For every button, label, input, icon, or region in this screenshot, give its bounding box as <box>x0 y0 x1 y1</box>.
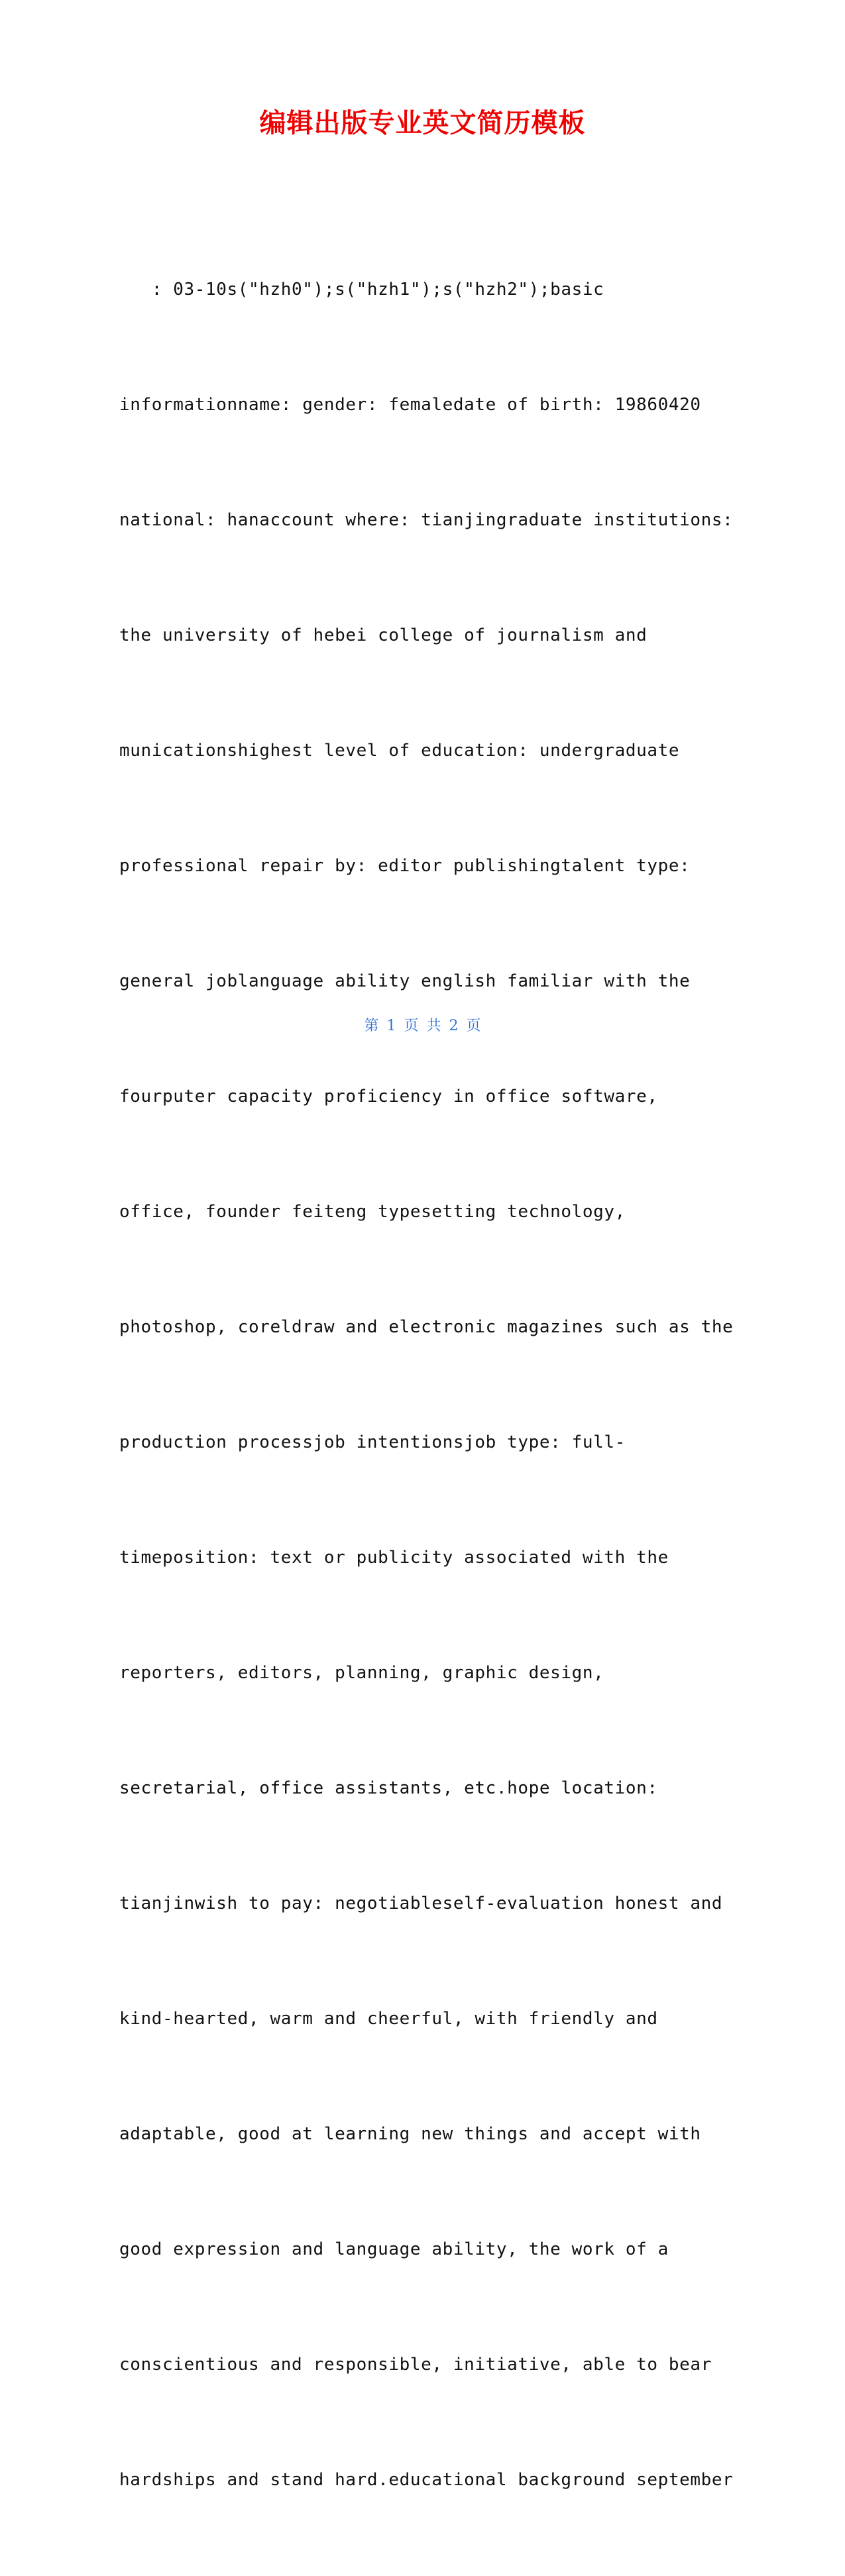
body-line: municationshighest level of education: undergraduate <box>119 741 680 761</box>
body-line: fourputer capacity proficiency in office software, <box>119 1087 658 1106</box>
body-line: the university of hebei college of journalism and <box>119 625 648 645</box>
body-line: secretarial, office assistants, etc.hope location: <box>119 1778 658 1798</box>
footer-label-total: 共 <box>426 1018 441 1034</box>
body-line: hardships and stand hard.educational background september <box>119 2470 734 2490</box>
body-line: kind-hearted, warm and cheerful, with friendly and <box>119 2009 658 2029</box>
document-title: 编辑出版专业英文简历模板 <box>259 108 586 138</box>
body-line: production processjob intentionsjob type: full- <box>119 1432 626 1452</box>
body-line: national: hanaccount where: tianjingraduate institutions: <box>119 510 734 530</box>
body-line: office, founder feiteng typesetting technology, <box>119 1202 626 1222</box>
body-line: timeposition: text or publicity associated with the <box>119 1548 669 1568</box>
body-line: adaptable, good at learning new things and accept with <box>119 2124 701 2144</box>
body-line: informationname: gender: femaledate of birth: 19860420 <box>119 395 701 415</box>
document-body <box>119 193 734 2576</box>
body-line: photoshop, coreldraw and electronic magazines such as the <box>119 1317 734 1337</box>
footer-label-ye: 页 <box>404 1018 419 1034</box>
body-line: good expression and language ability, the work of a <box>119 2239 669 2259</box>
body-line: professional repair by: editor publishingtalent type: <box>119 856 691 876</box>
body-line: conscientious and responsible, initiative, able to bear <box>119 2355 712 2375</box>
body-line: general joblanguage ability english familiar with the <box>119 971 691 991</box>
footer-label-ye2: 页 <box>466 1018 481 1034</box>
page-footer <box>0 1017 845 1036</box>
footer-total-pages: 2 <box>449 1018 459 1034</box>
footer-current-page: 1 <box>386 1018 396 1034</box>
footer-label-page: 第 <box>364 1018 379 1034</box>
body-line: tianjinwish to pay: negotiableself-evaluation honest and <box>119 1894 723 1913</box>
body-line: : 03-10s("hzh0");s("hzh1");s("hzh2");basic <box>119 280 604 299</box>
body-line: reporters, editors, planning, graphic design, <box>119 1663 604 1683</box>
